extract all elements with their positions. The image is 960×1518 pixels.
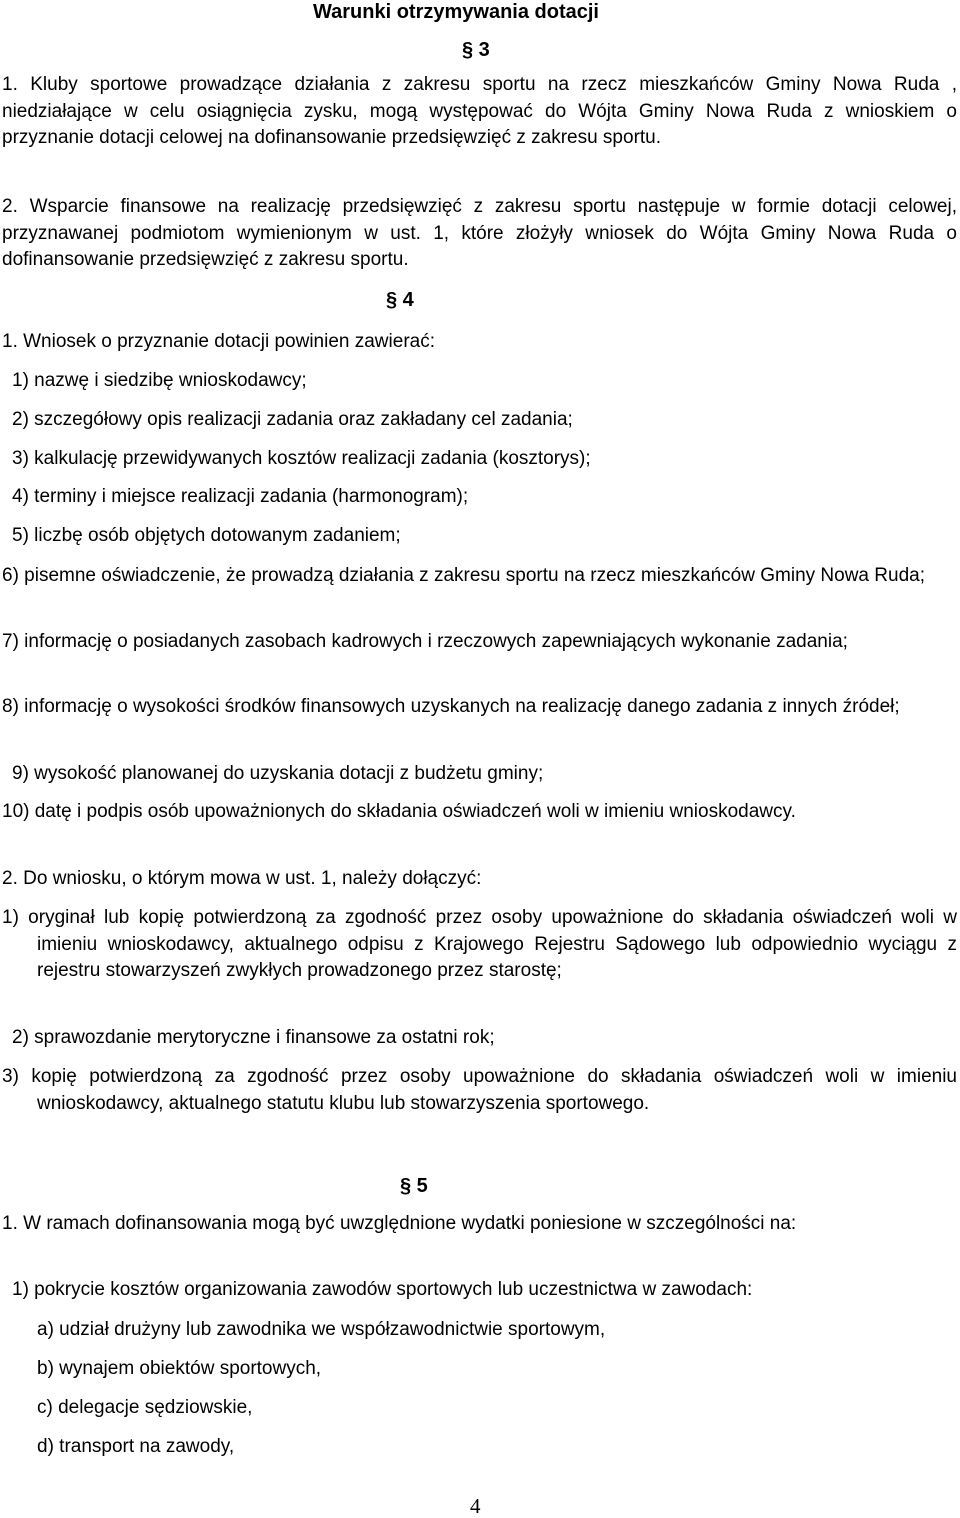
list-item: 2) szczegółowy opis realizacji zadania oraz zakładany cel zadania; — [12, 409, 573, 430]
section-4-paragraph-2: 2. Do wniosku, o którym mowa w ust. 1, należy dołączyć: — [2, 868, 482, 889]
sub-list-item: b) wynajem obiektów sportowych, — [37, 1358, 322, 1379]
list-item: 9) wysokość planowanej do uzyskania dotacji z budżetu gminy; — [12, 763, 544, 784]
section-5-paragraph-1: 1. W ramach dofinansowania mogą być uwzględnione wydatki poniesione w szczególności na: — [2, 1213, 797, 1234]
sub-list-item: a) udział drużyny lub zawodnika we współzawodnictwie sportowym, — [37, 1319, 606, 1340]
list-item: 1) nazwę i siedzibę wnioskodawcy; — [12, 370, 307, 391]
list-item: 8) informację o wysokości środków finansowych uzyskanych na realizację danego zadania z innych źródeł; — [2, 696, 900, 717]
section-5-heading: § 5 — [400, 1175, 428, 1197]
attachment-item: 3) kopię potwierdzoną za zgodność przez osoby upoważnione do składania oświadczeń woli w imieniu wnioskodawcy, aktualnego statutu klubu lub stowarzyszenia sportowego. — [2, 1066, 957, 1114]
section-3-heading: § 3 — [462, 39, 490, 61]
list-item: 3) kalkulację przewidywanych kosztów realizacji zadania (kosztorys); — [12, 448, 591, 469]
section-3-paragraph-1: 1. Kluby sportowe prowadzące działania z zakresu sportu na rzecz mieszkańców Gminy Nowa Ruda , niedziałające w celu osiągnięcia zysku, mogą występować do Wójta Gminy Nowa Ruda z wnioskiem o przyznanie dotacji celowej na dofinansowanie przedsięwzięć z zakresu sportu. — [2, 74, 957, 148]
list-item: 4) terminy i miejsce realizacji zadania (harmonogram); — [12, 486, 469, 507]
list-item: 10) datę i podpis osób upoważnionych do składania oświadczeń woli w imieniu wnioskodawcy. — [2, 801, 796, 822]
list-item: 7) informację o posiadanych zasobach kadrowych i rzeczowych zapewniających wykonanie zadania; — [2, 631, 848, 652]
attachment-item: 1) oryginał lub kopię potwierdzoną za zgodność przez osoby upoważnione do składania oświadczeń woli w imieniu wnioskodawcy, aktualnego odpisu z Krajowego Rejestru Sądowego lub odpowiednio wyciągu z rejestru stowarzyszeń zwykłych prowadzonego przez starostę; — [2, 907, 957, 981]
section-4-heading: § 4 — [386, 289, 414, 311]
list-item: 5) liczbę osób objętych dotowanym zadaniem; — [12, 525, 401, 546]
sub-list-item: d) transport na zawody, — [37, 1436, 235, 1457]
list-item: 1) pokrycie kosztów organizowania zawodów sportowych lub uczestnictwa w zawodach: — [12, 1279, 753, 1300]
sub-list-item: c) delegacje sędziowskie, — [37, 1397, 253, 1418]
attachment-item: 2) sprawozdanie merytoryczne i finansowe za ostatni rok; — [12, 1027, 495, 1048]
document-title: Warunki otrzymywania dotacji — [313, 1, 599, 23]
section-4-paragraph-1: 1. Wniosek o przyznanie dotacji powinien zawierać: — [2, 331, 435, 352]
section-3-paragraph-2: 2. Wsparcie finansowe na realizację przedsięwzięć z zakresu sportu następuje w formie dotacji celowej, przyznawanej podmiotom wymienionym w ust. 1, które złożyły wniosek do Wójta Gminy Nowa Ruda o dofinansowanie przedsięwzięć z zakresu sportu. — [2, 196, 957, 270]
list-item: 6) pisemne oświadczenie, że prowadzą działania z zakresu sportu na rzecz mieszkańców Gminy Nowa Ruda; — [2, 565, 925, 586]
page-number: 4 — [470, 1494, 481, 1518]
